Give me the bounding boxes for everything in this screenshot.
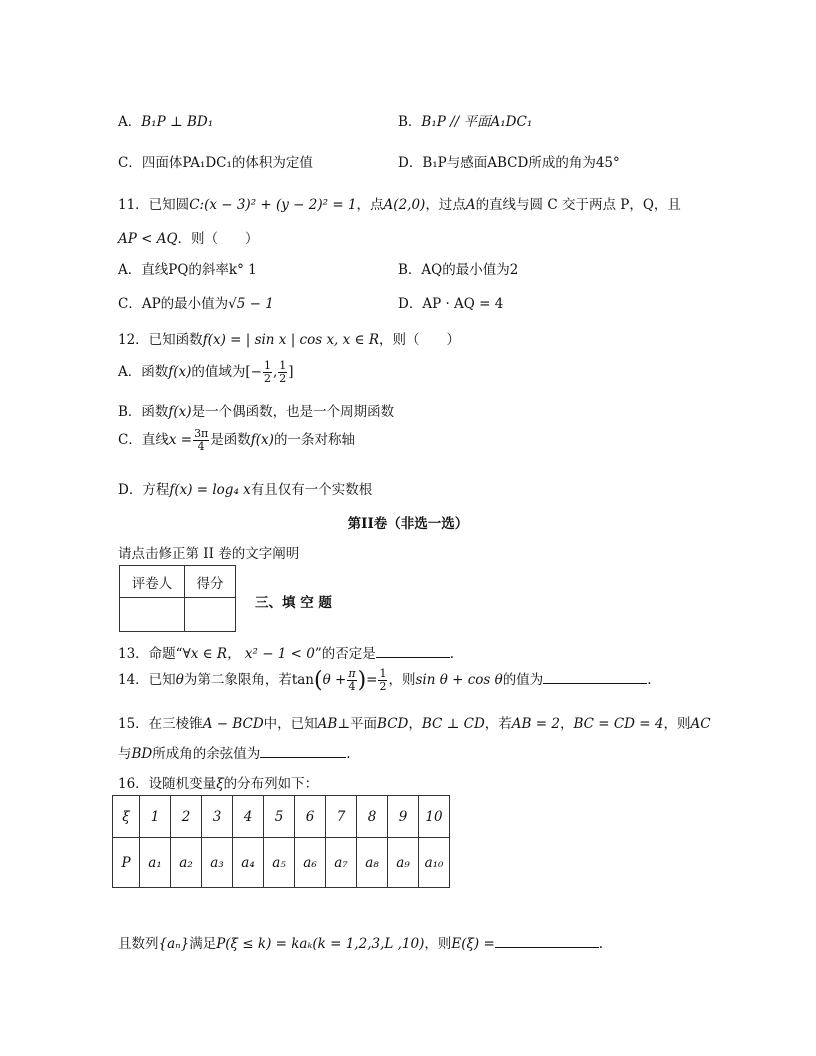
q10-option-c <box>118 151 313 171</box>
q14-text-mid: 为第二象限角，若 <box>183 672 292 688</box>
q12-option-a-function: f(x) <box>168 364 192 380</box>
q12-option-c-fraction <box>193 428 209 453</box>
q14 <box>118 668 652 693</box>
q10-option-a-text: B₁P ⊥ BD₁ <box>141 114 214 130</box>
q12-option-c-den: 4 <box>197 440 205 453</box>
q11-option-c-value: √5 − 1 <box>228 296 274 312</box>
distribution-probability-cell: a₆ <box>295 838 326 888</box>
q15-line1 <box>118 712 711 732</box>
distribution-value-cell: 4 <box>233 796 264 838</box>
q13-answer-blank <box>376 645 450 658</box>
q14-half-num: 1 <box>379 667 387 680</box>
q12-option-c-x: x = <box>168 432 193 448</box>
q15-ac: AC <box>690 716 711 732</box>
q12-option-b <box>118 400 394 420</box>
q14-text-mid2: ，则 <box>388 672 416 688</box>
distribution-value-cell: 5 <box>264 796 295 838</box>
q11-option-a: A．直线PQ的斜率k° 1 <box>118 262 257 278</box>
distribution-value-cell: 10 <box>419 796 450 838</box>
q16-text-b: 满足 <box>189 936 217 952</box>
q14-pi-fraction <box>347 668 356 693</box>
q16-condition: P(ξ ≤ k) = kaₖ(k = 1,2,3,L ,10) <box>216 936 425 952</box>
q14-expression: sin θ + cos θ <box>415 672 503 688</box>
q16-xi: ξ <box>216 776 224 792</box>
q13 <box>118 642 454 662</box>
q15-bd: BD <box>131 746 153 762</box>
q16-text-c: ，则 <box>424 936 452 952</box>
q12-frac2-den: 2 <box>279 372 287 385</box>
q12-option-c-end: 的一条对称轴 <box>273 432 355 448</box>
q11-text-a: 11．已知圆 <box>118 197 190 213</box>
q16-answer-blank <box>495 935 599 948</box>
distribution-value-cell: 8 <box>357 796 388 838</box>
q13-text-pre: 13．命题“ <box>118 646 183 662</box>
q16-stem <box>118 772 318 792</box>
distribution-probability-cell: P <box>113 838 140 888</box>
q15-ab: AB <box>317 716 338 732</box>
q12-option-a-fraction-1 <box>263 360 272 385</box>
q14-text-pre: 14．已知 <box>118 672 176 688</box>
q11-condition: AP < AQ <box>118 231 178 247</box>
q15-text-line2-b: 所成角的余弦值为 <box>152 746 261 762</box>
q15-answer-blank <box>260 745 346 758</box>
score-cell-score <box>185 598 236 632</box>
q11-option-c-text: C．AP的最小值为 <box>118 296 229 312</box>
q12-option-c-post: 是函数 <box>210 432 251 448</box>
q14-half-fraction <box>378 668 387 693</box>
q13-text-post: ”的否定是 <box>314 646 376 662</box>
q12-option-d <box>118 478 372 498</box>
q10-option-b-label: B． <box>398 114 422 130</box>
q14-inner: θ + <box>322 672 347 688</box>
q11-point-a: A(2,0) <box>383 197 426 213</box>
q10-option-c-label: C． <box>118 155 142 171</box>
q11-text-e: 的直线与圆 C 交于两点 P，Q，且 <box>475 197 681 213</box>
q12-option-d-post: 有且仅有一个实数根 <box>250 482 373 498</box>
score-header-score: 得分 <box>185 566 236 598</box>
q11-point-label: A <box>465 197 476 213</box>
q12-option-a <box>118 360 294 385</box>
q11-option-c <box>118 292 274 312</box>
q15-line2 <box>118 742 351 762</box>
score-cell-reviewer <box>120 598 185 632</box>
q15-text-g: ，则 <box>663 716 691 732</box>
q15-text-b: 中，已知 <box>263 716 318 732</box>
q15-bc-cd-value: BC = CD = 4 <box>573 716 664 732</box>
distribution-value-cell: 1 <box>140 796 171 838</box>
q12-option-b-text: B．函数 <box>118 404 169 420</box>
q15-end: . <box>346 746 351 762</box>
q16-text-a: 且数列 <box>118 936 159 952</box>
part2-title: 第II卷（非选一选） <box>347 516 469 532</box>
q11-text-b: ，点 <box>356 197 384 213</box>
q16-sequence: {aₙ} <box>158 936 190 952</box>
q15-text-e: ，若 <box>484 716 512 732</box>
distribution-probability-cell: a₁ <box>140 838 171 888</box>
distribution-value-cell: 3 <box>202 796 233 838</box>
q12-stem-text: 12．已知函数 <box>118 332 203 348</box>
part2-note: 请点击修正第 II 卷的文字阐明 <box>118 546 300 562</box>
q13-proposition: ∀x ∈ R， x² − 1 < 0 <box>182 646 315 662</box>
q15-text-line2-a: 与 <box>118 746 132 762</box>
q12-function: f(x) = | sin x | cos x, x ∈ R <box>202 332 379 348</box>
q12-option-a-bracket-left: [− <box>245 364 262 380</box>
q16-expectation: E(ξ) = <box>451 936 495 952</box>
distribution-probability-cell: a₇ <box>326 838 357 888</box>
distribution-probability-cell: a₃ <box>202 838 233 888</box>
q12-frac1-den: 2 <box>264 372 271 385</box>
q14-half-den: 2 <box>379 680 387 693</box>
q11-stem-line1 <box>118 193 681 213</box>
q16-text-pre: 16．设随机变量 <box>118 776 217 792</box>
q16-condition-line <box>118 932 603 952</box>
distribution-probability-cell: a₂ <box>171 838 202 888</box>
distribution-probability-cell: a₅ <box>264 838 295 888</box>
q15-text-a: 15．在三棱锥 <box>118 716 203 732</box>
q14-paren-left: ( <box>314 668 323 693</box>
q12-option-d-text: D．方程 <box>118 482 170 498</box>
q12-option-c-function: f(x) <box>250 432 274 448</box>
distribution-value-cell: 9 <box>388 796 419 838</box>
q16-end: . <box>598 936 604 952</box>
q14-text-post: 的值为 <box>502 672 544 688</box>
q15-bc-perp-cd: BC ⊥ CD <box>421 716 485 732</box>
q10-option-b <box>398 110 532 130</box>
q12-stem <box>118 328 460 348</box>
distribution-row-probabilities <box>113 838 450 888</box>
q10-option-d-text: B₁P与感面ABCD所成的角为45° <box>422 155 620 171</box>
q14-end: . <box>647 672 652 688</box>
q11-circle-equation: C:(x − 3)² + (y − 2)² = 1 <box>189 197 357 213</box>
q12-option-d-equation: f(x) = log₄ x <box>169 482 251 498</box>
q12-option-c <box>118 428 355 453</box>
q12-option-a-sep: , <box>273 364 278 380</box>
q10-option-d <box>398 151 620 171</box>
q10-option-b-text: B₁P // 平面A₁DC₁ <box>421 114 533 130</box>
score-header-reviewer: 评卷人 <box>120 566 185 598</box>
q11-answer-bracket: ．则（ ） <box>177 231 259 247</box>
q12-option-c-text: C．直线 <box>118 432 169 448</box>
q12-answer-bracket: ，则（ ） <box>379 332 460 348</box>
q15-ab-value: AB = 2 <box>511 716 560 732</box>
q15-plane-bcd: BCD <box>377 716 409 732</box>
q10-option-c-text: 四面体PA₁DC₁的体积为定值 <box>141 155 313 171</box>
distribution-probability-cell: a₄ <box>233 838 264 888</box>
distribution-value-cell: 2 <box>171 796 202 838</box>
q15-text-c: ⊥平面 <box>337 716 378 732</box>
q16-text-post: 的分布列如下： <box>223 776 319 792</box>
q15-tetrahedron: A − BCD <box>202 716 264 732</box>
q14-paren-right: ) <box>357 668 367 693</box>
q12-frac1-num: 1 <box>264 359 271 372</box>
q13-end: . <box>449 646 455 662</box>
q12-option-b-post: 是一个偶函数，也是一个周期函数 <box>191 404 395 420</box>
distribution-probability-cell: a₁₀ <box>419 838 450 888</box>
q14-equals: = <box>366 672 378 688</box>
q10-option-d-label: D． <box>398 155 423 171</box>
q12-frac2-num: 1 <box>279 359 287 372</box>
q11-text-c: ，过点 <box>425 197 466 213</box>
section-heading: 三、填 空 题 <box>255 595 332 611</box>
score-table <box>119 565 236 632</box>
distribution-value-cell: 6 <box>295 796 326 838</box>
distribution-row-values <box>113 796 450 838</box>
q12-option-c-num: 3π <box>194 427 209 440</box>
distribution-table <box>112 795 450 888</box>
q14-pi: π <box>348 667 356 680</box>
distribution-value-cell: ξ <box>113 796 140 838</box>
q11-option-b: B．AQ的最小值为2 <box>398 262 519 278</box>
q15-text-d: ， <box>408 716 422 732</box>
q12-option-a-text: A．函数 <box>118 364 169 380</box>
q12-option-a-fraction-2 <box>278 360 287 385</box>
q12-option-a-bracket-right: ] <box>288 364 294 380</box>
distribution-value-cell: 7 <box>326 796 357 838</box>
q10-option-a-label: A． <box>118 114 142 130</box>
q11-stem-line2 <box>118 227 259 247</box>
distribution-probability-cell: a₉ <box>388 838 419 888</box>
q11-option-d: D．AP · AQ = 4 <box>398 296 504 312</box>
distribution-probability-cell: a₈ <box>357 838 388 888</box>
q15-text-f: ， <box>559 716 574 732</box>
q12-option-b-function: f(x) <box>168 404 192 420</box>
q12-option-a-mid: 的值域为 <box>191 364 246 380</box>
q14-four: 4 <box>348 680 356 693</box>
q14-theta: θ <box>175 672 184 688</box>
q14-answer-blank <box>543 671 647 684</box>
q10-option-a <box>118 110 213 130</box>
q14-tan: tan <box>291 672 314 688</box>
